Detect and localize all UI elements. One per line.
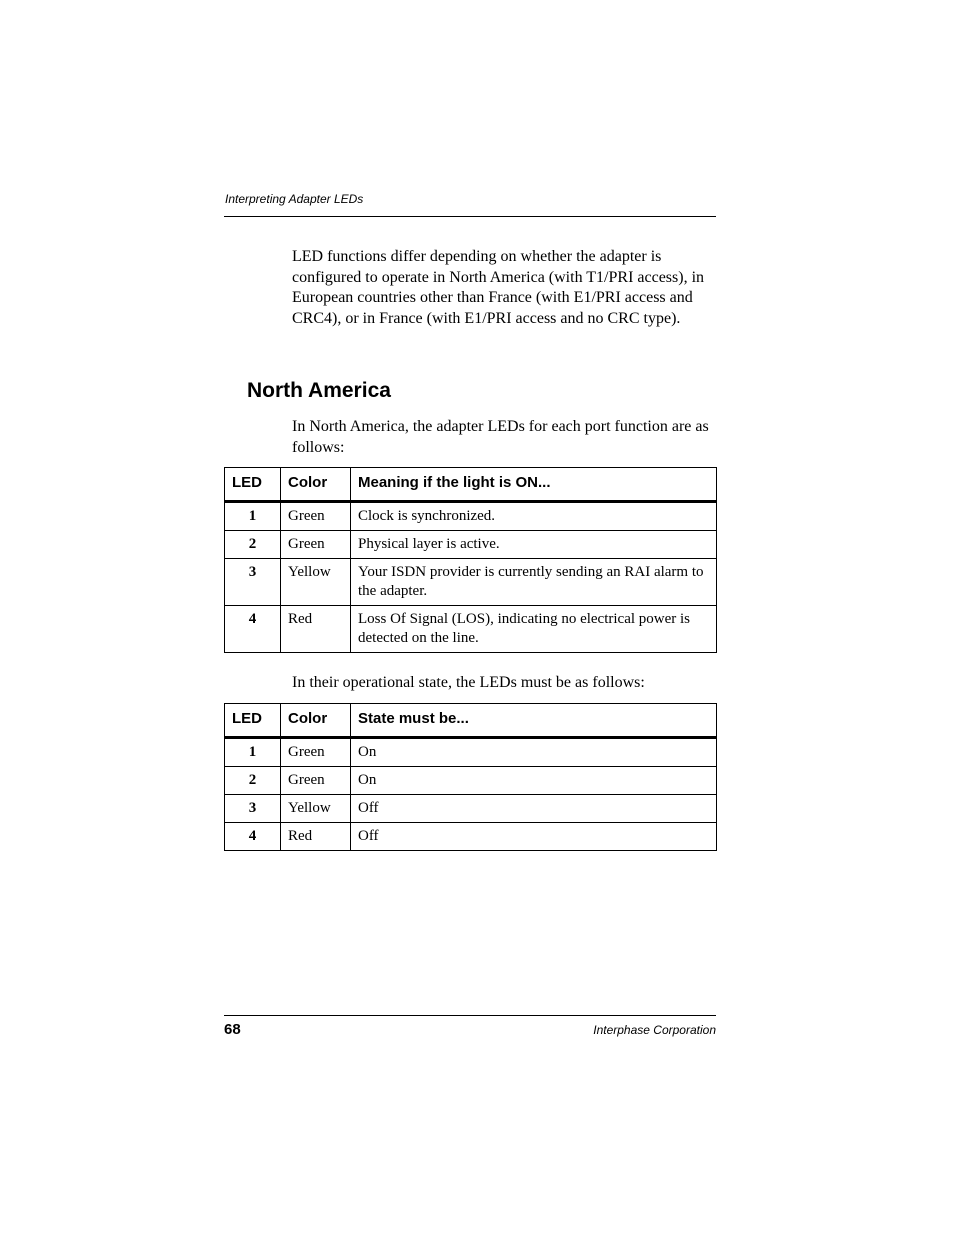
column-header-color: Color [281,704,351,738]
operational-state-paragraph: In their operational state, the LEDs must be as follows: [292,674,645,691]
table-row [225,531,717,559]
led-number: 3 [225,795,281,823]
table-row [225,767,717,795]
led-number: 1 [225,502,281,531]
table-row [225,606,717,653]
led-color: Green [281,738,351,767]
led-color: Yellow [281,559,351,606]
column-header-led: LED [225,468,281,502]
footer-company-name: Interphase Corporation [593,1023,716,1037]
north-america-intro-paragraph: In North America, the adapter LEDs for each port function are as follows: [292,418,709,456]
table-header-row [225,704,717,738]
led-state-table [224,703,717,851]
led-state: On [351,738,717,767]
led-color: Red [281,606,351,653]
table-row [225,795,717,823]
led-state: On [351,767,717,795]
led-number: 3 [225,559,281,606]
led-number: 4 [225,823,281,851]
led-meaning: Loss Of Signal (LOS), indicating no electrical power is detected on the line. [351,606,717,653]
led-color: Red [281,823,351,851]
table-row [225,823,717,851]
led-number: 2 [225,531,281,559]
footer-rule [224,1015,716,1016]
led-number: 2 [225,767,281,795]
table-row [225,738,717,767]
led-color: Green [281,531,351,559]
table-row [225,502,717,531]
led-meaning: Clock is synchronized. [351,502,717,531]
led-color: Yellow [281,795,351,823]
table-header-row [225,468,717,502]
led-meaning: Your ISDN provider is currently sending an RAI alarm to the adapter. [351,559,717,606]
led-color: Green [281,502,351,531]
intro-paragraph: LED functions differ depending on whether the adapter is configured to operate in North America (with T1/PRI access), in European countries other than France (with E1/PRI access and CRC4), or in France (with E1/PRI access and no CRC type). [292,248,705,327]
column-header-state: State must be... [351,704,717,738]
column-header-color: Color [281,468,351,502]
led-meaning: Physical layer is active. [351,531,717,559]
running-header-title: Interpreting Adapter LEDs [225,192,364,206]
led-number: 1 [225,738,281,767]
column-header-meaning: Meaning if the light is ON... [351,468,717,502]
table-row [225,559,717,606]
led-number: 4 [225,606,281,653]
column-header-led: LED [225,704,281,738]
led-meaning-table [224,467,717,653]
header-rule [224,216,716,217]
led-color: Green [281,767,351,795]
section-heading-north-america: North America [247,379,391,402]
page-number: 68 [224,1021,241,1038]
led-state: Off [351,823,717,851]
led-state: Off [351,795,717,823]
